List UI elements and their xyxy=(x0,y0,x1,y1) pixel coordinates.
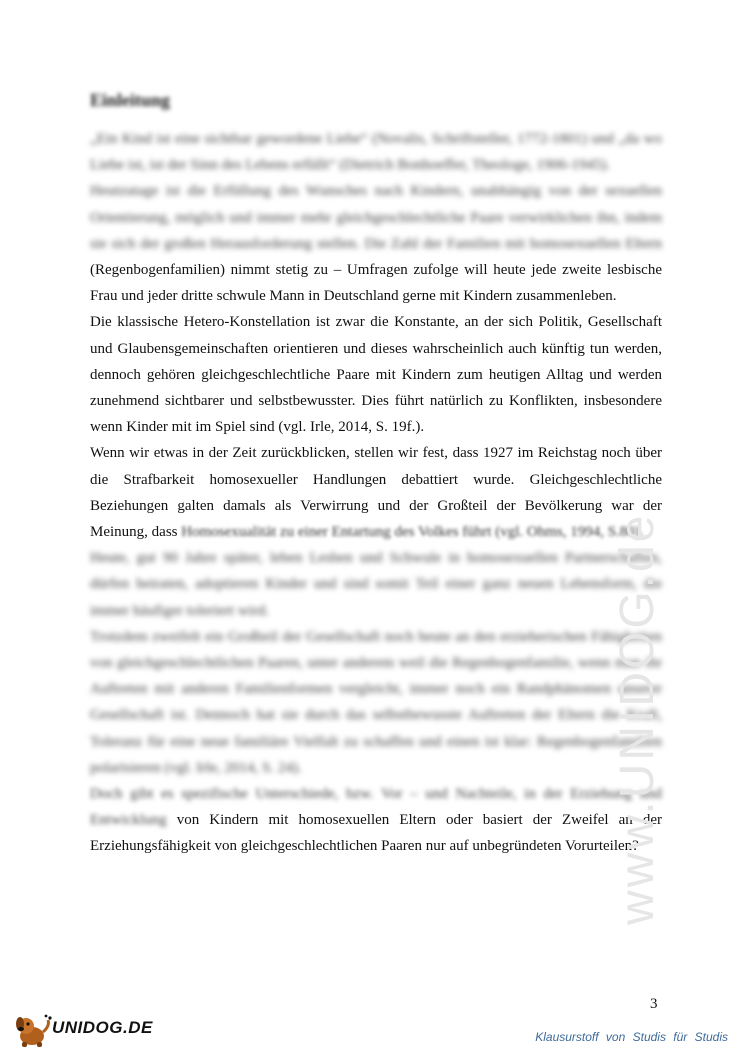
paragraph-intro-visible: (Regenbogenfamilien) nimmt stetig zu – Umfragen zufolge will heute jede zweite lesbische Frau und jeder dritte schwule Mann in Deutschland gerne mit Kindern zusammenleben. xyxy=(90,262,662,305)
paragraph-intro-blurred: Heutzutage ist die Erfüllung des Wunsches nach Kindern, unabhängig von der sexuellen Orientierung, möglich und immer mehr gleichgeschlechtliche Paare verwirklichen ihn, indem sie sich der großen Herausforderung stellen. Die Zahl der Familien mit homosexuellen Eltern xyxy=(90,183,662,252)
watermark-text: www.UNIDOG.de xyxy=(611,512,664,925)
dog-mascot-icon xyxy=(12,1012,54,1048)
unidog-logo[interactable] xyxy=(12,1012,162,1048)
logo-text: UNIDOG.DE xyxy=(52,1018,153,1037)
page-number: 3 xyxy=(650,996,658,1012)
watermark xyxy=(610,265,730,925)
paragraph-quote: „Ein Kind ist eine sichtbar gewordene Liebe“ (Novalis, Schriftsteller, 1772-1801) und „da wo Liebe ist, ist der Sinn des Lebens erfüllt“ (Dietrich Bonhoeffer, Theologe, 1906-1945). xyxy=(90,131,662,174)
paragraph-doubt: Trotzdem zweifelt ein Großteil der Gesellschaft noch heute an den erzieherischen Fähigkeiten von gleichgeschlechtlichen Paaren, unter anderem weil die Regenbogenfamilie, wenn man ihr Auftreten mit anderen Familienformen vergleicht, immer noch ein Randphänomen unserer Gesellschaft ist. Dennoch hat sie durch das selbstbewusste Auftreten der Eltern die Kraft, Toleranz für eine neue familiäre Vielfalt zu schaffen und einen ist klar: Regenbogenfamilien polarisieren (vgl. Irle, 2014, S. 24). xyxy=(90,628,662,776)
paragraph-history xyxy=(90,440,662,545)
paragraph-question-visible: von Kindern mit homosexuellen Eltern oder basiert der Zweifel an der Erziehungsfähigkeit von gleichgeschlechtlichen Paaren nur auf unbegründeten Vorurteilen? xyxy=(90,812,663,855)
body-text xyxy=(90,126,662,860)
paragraph-history-visible: Wenn wir etwas in der Zeit zurückblicken, stellen wir fest, dass 1927 im Reichstag noch über die Strafbarkeit homosexueller Handlungen debattiert wurde. Gleichgeschlechtliche Beziehungen galten damals als Verwirrung und der Großteil der Bevölkerung war der Meinung, dass xyxy=(90,445,662,541)
paragraph-intro xyxy=(90,178,662,309)
paragraph-question xyxy=(90,781,662,860)
paragraph-history-blurred: Homosexualität zu einer Entartung des Volkes führt (vgl. Ohms, 1994, S.80). xyxy=(181,524,644,541)
paragraph-today: Heute, gut 90 Jahre später, leben Lesben und Schwule in homosexuellen Partnerschaften, dürfen heiraten, adoptieren Kinder und sind somit Teil einer ganz neuen Lebensform, die immer häufiger toleriert wird. xyxy=(90,550,662,619)
footer-slogan: Klausurstoff von Studis für Studis xyxy=(535,1030,728,1044)
section-heading: Einleitung xyxy=(90,90,171,110)
paragraph-question-blurred: Doch gibt es spezifische Unterschiede, bzw. Vor – und Nachteile, in der Erziehung und Entwicklung xyxy=(90,786,662,829)
paragraph-hetero: Die klassische Hetero-Konstellation ist zwar die Konstante, an der sich Politik, Gesellschaft und Glaubensgemeinschaften orientieren und dieses wahrscheinlich auch künftig tun werden, dennoch gehören gleichgeschlechtliche Paare mit Kindern zum heutigen Alltag und werden zunehmend sichtbarer und selbstbewusster. Dies führt natürlich zu Konflikten, insbesondere wenn Kinder mit im Spiel sind (vgl. Irle, 2014, S. 19f.). xyxy=(90,314,662,436)
